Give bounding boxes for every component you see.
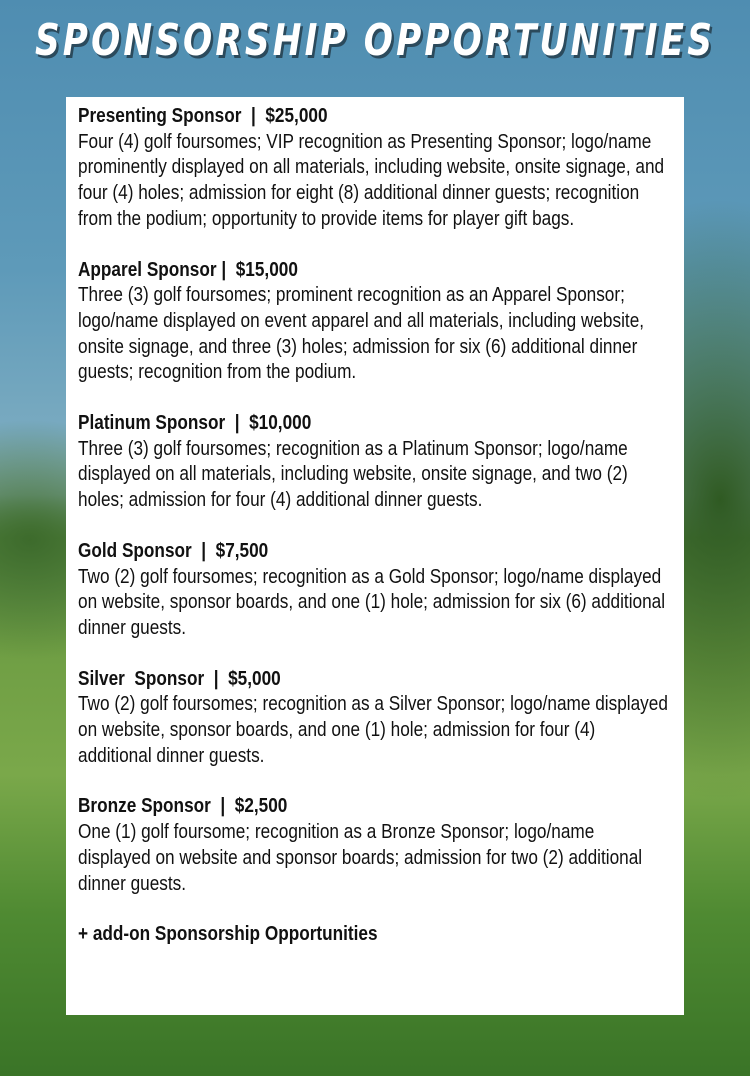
sponsor-description: Three (3) golf foursomes; recognition as a Platinum Sponsor; logo/name displayed on all materials, including website, onsite signage, and two (2) holes; admission for four (4) additional dinner guests. <box>78 437 628 512</box>
sponsorship-list <box>66 97 684 1015</box>
sponsor-description: Two (2) golf foursomes; recognition as a Silver Sponsor; logo/name displayed on website, sponsor boards, and one (1) hole; admission for four (4) additional dinner guests. <box>78 693 668 767</box>
sponsor-description: One (1) golf foursome; recognition as a Bronze Sponsor; logo/name displayed on website and sponsor boards; admission for two (2) additional dinner guests. <box>78 821 643 895</box>
sponsor-description: Three (3) golf foursomes; prominent recognition as an Apparel Sponsor; logo/name displayed on event apparel and all materials, including website, onsite signage, and three (3) holes; admission for six (6) additional dinner guests; recognition from the podium. <box>78 284 645 384</box>
sponsor-heading: Gold Sponsor | $7,500 <box>78 539 269 562</box>
sponsor-bronze <box>78 794 671 897</box>
sponsor-platinum <box>78 411 671 514</box>
page-title: SPONSORSHIP OPPORTUNITIES <box>34 15 716 66</box>
sponsor-heading: Bronze Sponsor | $2,500 <box>78 795 288 818</box>
sponsor-heading: Platinum Sponsor | $10,000 <box>78 412 312 435</box>
sponsor-description: Two (2) golf foursomes; recognition as a Gold Sponsor; logo/name displayed on website, sponsor boards, and one (1) hole; admission for six (6) additional dinner guests. <box>78 565 666 639</box>
sponsor-apparel <box>78 258 671 387</box>
sponsor-presenting <box>78 104 671 233</box>
sponsor-heading: Apparel Sponsor | $15,000 <box>78 258 298 281</box>
sponsor-heading: Silver Sponsor | $5,000 <box>78 667 281 690</box>
sponsor-silver <box>78 667 671 770</box>
sponsor-gold <box>78 539 671 642</box>
addon-opportunities: + add-on Sponsorship Opportunities <box>78 923 378 946</box>
sponsor-heading: Presenting Sponsor | $25,000 <box>78 105 328 127</box>
sponsor-description: Four (4) golf foursomes; VIP recognition as Presenting Sponsor; logo/name prominently displayed on all materials, including website, onsite signage, and four (4) holes; admission for eight (8) additional dinner guests; recognition from the podium; opportunity to provide items for player gift bags. <box>78 130 665 230</box>
